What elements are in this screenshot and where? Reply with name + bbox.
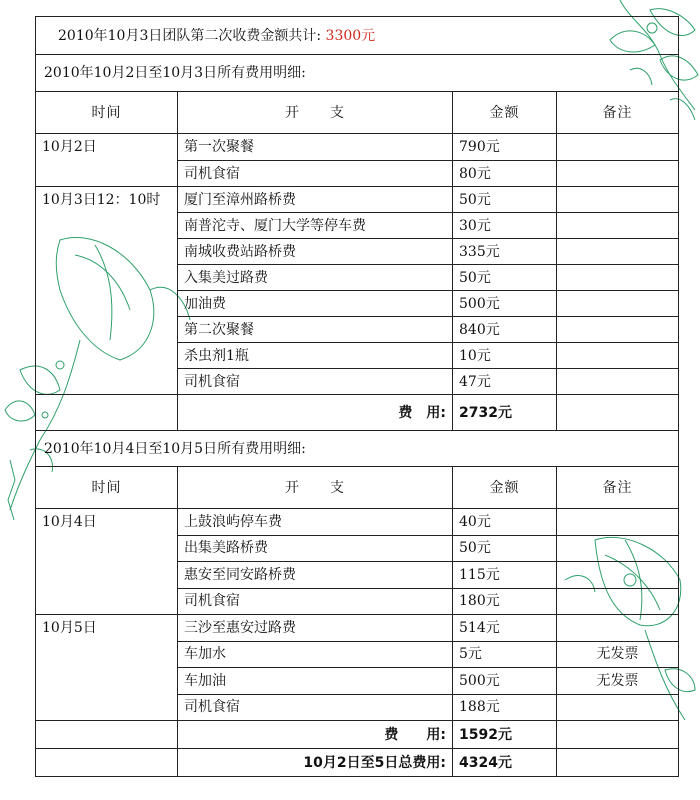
expense-item: 司机食宿	[178, 369, 453, 395]
amount-cell: 840元	[453, 317, 557, 343]
amount-cell: 180元	[453, 588, 557, 615]
time-cell	[36, 369, 178, 395]
table-row	[36, 588, 679, 615]
note-cell	[557, 588, 679, 615]
summary-row	[36, 17, 679, 55]
section1-title: 2010年10月2日至10月3日所有费用明细:	[36, 55, 679, 92]
table-row	[36, 187, 679, 213]
summary-prefix: 2010年10月3日团队第二次收费金额共计:	[58, 27, 322, 44]
time-cell	[36, 588, 178, 615]
time-cell	[36, 265, 178, 291]
expense-item: 第二次聚餐	[178, 317, 453, 343]
note-cell	[557, 562, 679, 589]
time-cell	[36, 317, 178, 343]
header-amount: 金额	[453, 92, 557, 134]
time-cell: 10月4日	[36, 509, 178, 536]
expense-sheet	[35, 16, 679, 777]
section2-fee-row	[36, 721, 679, 749]
time-cell	[36, 535, 178, 562]
time-cell	[36, 668, 178, 695]
time-cell	[36, 239, 178, 265]
note-cell	[557, 535, 679, 562]
header-time: 时间	[36, 92, 178, 134]
section1-fee-total: 2732元	[453, 395, 557, 431]
table-row	[36, 265, 679, 291]
expense-item: 杀虫剂1瓶	[178, 343, 453, 369]
expense-item: 车加水	[178, 641, 453, 668]
note-cell	[557, 615, 679, 642]
table-row	[36, 562, 679, 589]
expense-item: 厦门至漳州路桥费	[178, 187, 453, 213]
summary-title	[36, 17, 679, 55]
time-cell	[36, 161, 178, 187]
header-expense: 开 支	[178, 467, 453, 509]
time-cell: 10月5日	[36, 615, 178, 642]
amount-cell: 40元	[453, 509, 557, 536]
expense-item: 司机食宿	[178, 588, 453, 615]
table-row	[36, 509, 679, 536]
section1-title-row	[36, 55, 679, 92]
note-cell	[557, 161, 679, 187]
summary-amount: 3300元	[325, 27, 376, 44]
note-cell	[557, 317, 679, 343]
section1-fee-label: 费 用:	[178, 395, 453, 431]
expense-item: 南城收费站路桥费	[178, 239, 453, 265]
time-cell	[36, 641, 178, 668]
amount-cell: 47元	[453, 369, 557, 395]
note-cell	[557, 187, 679, 213]
note-cell	[557, 291, 679, 317]
time-cell	[36, 291, 178, 317]
section2-title-row	[36, 431, 679, 467]
expense-item: 司机食宿	[178, 161, 453, 187]
table-row	[36, 343, 679, 369]
section1-fee-row	[36, 395, 679, 431]
table-row	[36, 535, 679, 562]
header-amount: 金额	[453, 467, 557, 509]
note-cell	[557, 343, 679, 369]
table-row	[36, 317, 679, 343]
expense-item: 加油费	[178, 291, 453, 317]
expense-item: 车加油	[178, 668, 453, 695]
expense-item: 惠安至同安路桥费	[178, 562, 453, 589]
amount-cell: 50元	[453, 535, 557, 562]
expense-item: 三沙至惠安过路费	[178, 615, 453, 642]
time-cell	[36, 694, 178, 721]
time-cell	[36, 213, 178, 239]
note-cell: 无发票	[557, 641, 679, 668]
table-row	[36, 369, 679, 395]
table-row	[36, 213, 679, 239]
amount-cell: 115元	[453, 562, 557, 589]
table-row	[36, 134, 679, 161]
time-cell: 10月2日	[36, 134, 178, 161]
header-time: 时间	[36, 467, 178, 509]
table-row	[36, 239, 679, 265]
amount-cell: 188元	[453, 694, 557, 721]
time-cell	[36, 562, 178, 589]
expense-item: 出集美路桥费	[178, 535, 453, 562]
note-cell	[557, 265, 679, 291]
amount-cell: 500元	[453, 668, 557, 695]
section1-header-row	[36, 92, 679, 134]
section2-title: 2010年10月4日至10月5日所有费用明细:	[36, 431, 679, 467]
header-expense: 开 支	[178, 92, 453, 134]
expense-item: 入集美过路费	[178, 265, 453, 291]
grand-total-row	[36, 749, 679, 777]
table-row	[36, 161, 679, 187]
amount-cell: 335元	[453, 239, 557, 265]
expense-item: 第一次聚餐	[178, 134, 453, 161]
header-note: 备注	[557, 92, 679, 134]
amount-cell: 50元	[453, 187, 557, 213]
note-cell	[557, 134, 679, 161]
grand-total-value: 4324元	[453, 749, 557, 777]
table-row	[36, 615, 679, 642]
amount-cell: 514元	[453, 615, 557, 642]
amount-cell: 30元	[453, 213, 557, 239]
expense-item: 南普沱寺、厦门大学等停车费	[178, 213, 453, 239]
table-row	[36, 291, 679, 317]
header-note: 备注	[557, 467, 679, 509]
section2-fee-total: 1592元	[453, 721, 557, 749]
time-cell	[36, 343, 178, 369]
grand-total-label: 10月2日至5日总费用:	[178, 749, 453, 777]
expense-item: 司机食宿	[178, 694, 453, 721]
note-cell	[557, 213, 679, 239]
table-row	[36, 694, 679, 721]
table-row	[36, 668, 679, 695]
amount-cell: 10元	[453, 343, 557, 369]
expense-item: 上鼓浪屿停车费	[178, 509, 453, 536]
section2-header-row	[36, 467, 679, 509]
note-cell: 无发票	[557, 668, 679, 695]
amount-cell: 50元	[453, 265, 557, 291]
amount-cell: 80元	[453, 161, 557, 187]
note-cell	[557, 509, 679, 536]
time-cell: 10月3日12：10时	[36, 187, 178, 213]
amount-cell: 5元	[453, 641, 557, 668]
note-cell	[557, 369, 679, 395]
note-cell	[557, 239, 679, 265]
amount-cell: 790元	[453, 134, 557, 161]
table-row	[36, 641, 679, 668]
amount-cell: 500元	[453, 291, 557, 317]
note-cell	[557, 694, 679, 721]
section2-fee-label: 费 用:	[178, 721, 453, 749]
